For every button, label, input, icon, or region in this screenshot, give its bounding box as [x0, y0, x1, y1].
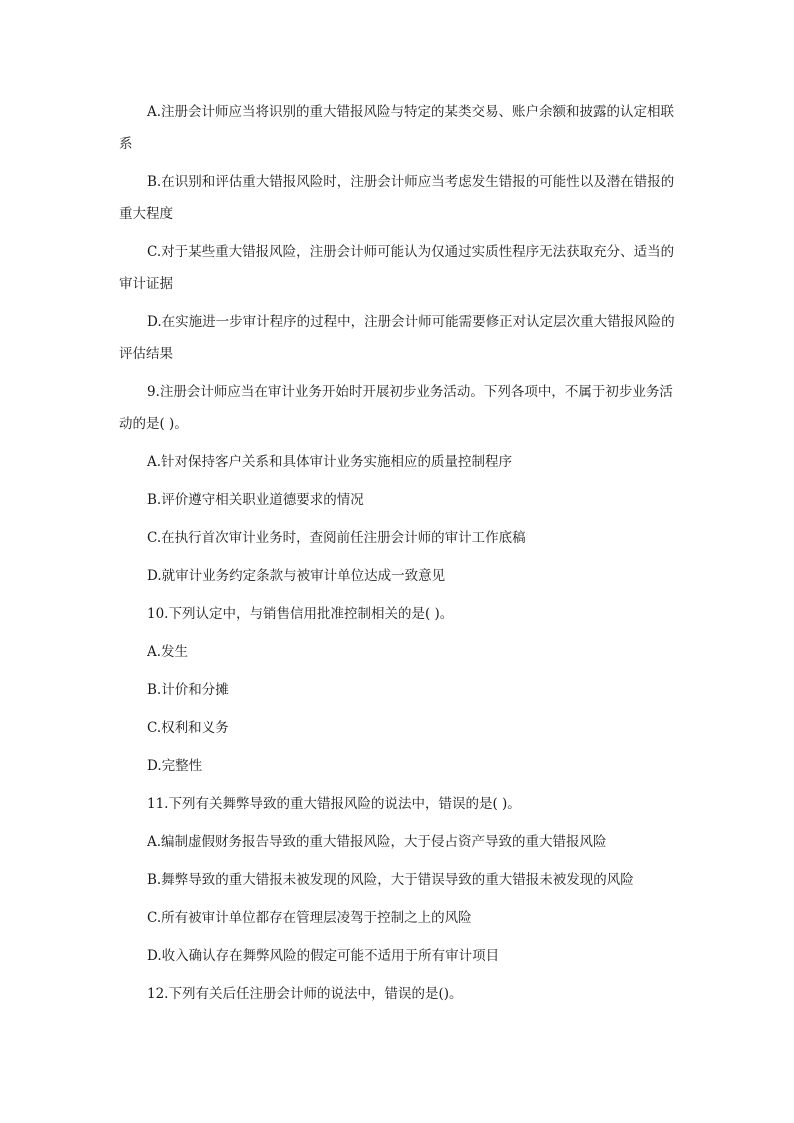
document-body [119, 96, 679, 1016]
option-d-q9: D.就审计业务约定条款与被审计单位达成一致意见 [147, 568, 446, 584]
option-a-q8: A.注册会计师应当将识别的重大错报风险与特定的某类交易、账户余额和披露的认定相联系 [119, 104, 675, 152]
question-12: 12.下列有关后任注册会计师的说法中，错误的是()。 [147, 986, 463, 1002]
option-b-q8: B.在识别和评估重大错报风险时，注册会计师应当考虑发生错报的可能性以及潜在错报的重大程度 [119, 174, 675, 222]
question-10: 10.下列认定中，与销售信用批准控制相关的是( )。 [147, 606, 454, 622]
question-9: 9.注册会计师应当在审计业务开始时开展初步业务活动。下列各项中，不属于初步业务活动的是( )。 [119, 384, 673, 432]
option-a-q11: A.编制虚假财务报告导致的重大错报风险，大于侵占资产导致的重大错报风险 [147, 834, 607, 850]
option-c-q9: C.在执行首次审计业务时，查阅前任注册会计师的审计工作底稿 [147, 530, 526, 546]
option-c-q11: C.所有被审计单位都存在管理层凌驾于控制之上的风险 [147, 910, 472, 926]
option-a-q9: A.针对保持客户关系和具体审计业务实施相应的质量控制程序 [147, 454, 513, 470]
question-11: 11.下列有关舞弊导致的重大错报风险的说法中，错误的是( )。 [147, 796, 521, 812]
option-c-q8: C.对于某些重大错报风险，注册会计师可能认为仅通过实质性程序无法获取充分、适当的审计证据 [119, 244, 675, 292]
option-d-q11: D.收入确认存在舞弊风险的假定可能不适用于所有审计项目 [147, 948, 500, 964]
option-b-q11: B.舞弊导致的重大错报未被发现的风险，大于错误导致的重大错报未被发现的风险 [147, 872, 634, 888]
option-a-q10: A.发生 [147, 644, 189, 660]
option-b-q10: B.计价和分摊 [147, 682, 229, 698]
option-d-q8: D.在实施进一步审计程序的过程中，注册会计师可能需要修正对认定层次重大错报风险的评估结果 [119, 314, 675, 362]
option-c-q10: C.权利和义务 [147, 720, 229, 736]
option-b-q9: B.评价遵守相关职业道德要求的情况 [147, 492, 364, 508]
option-d-q10: D.完整性 [147, 758, 203, 774]
